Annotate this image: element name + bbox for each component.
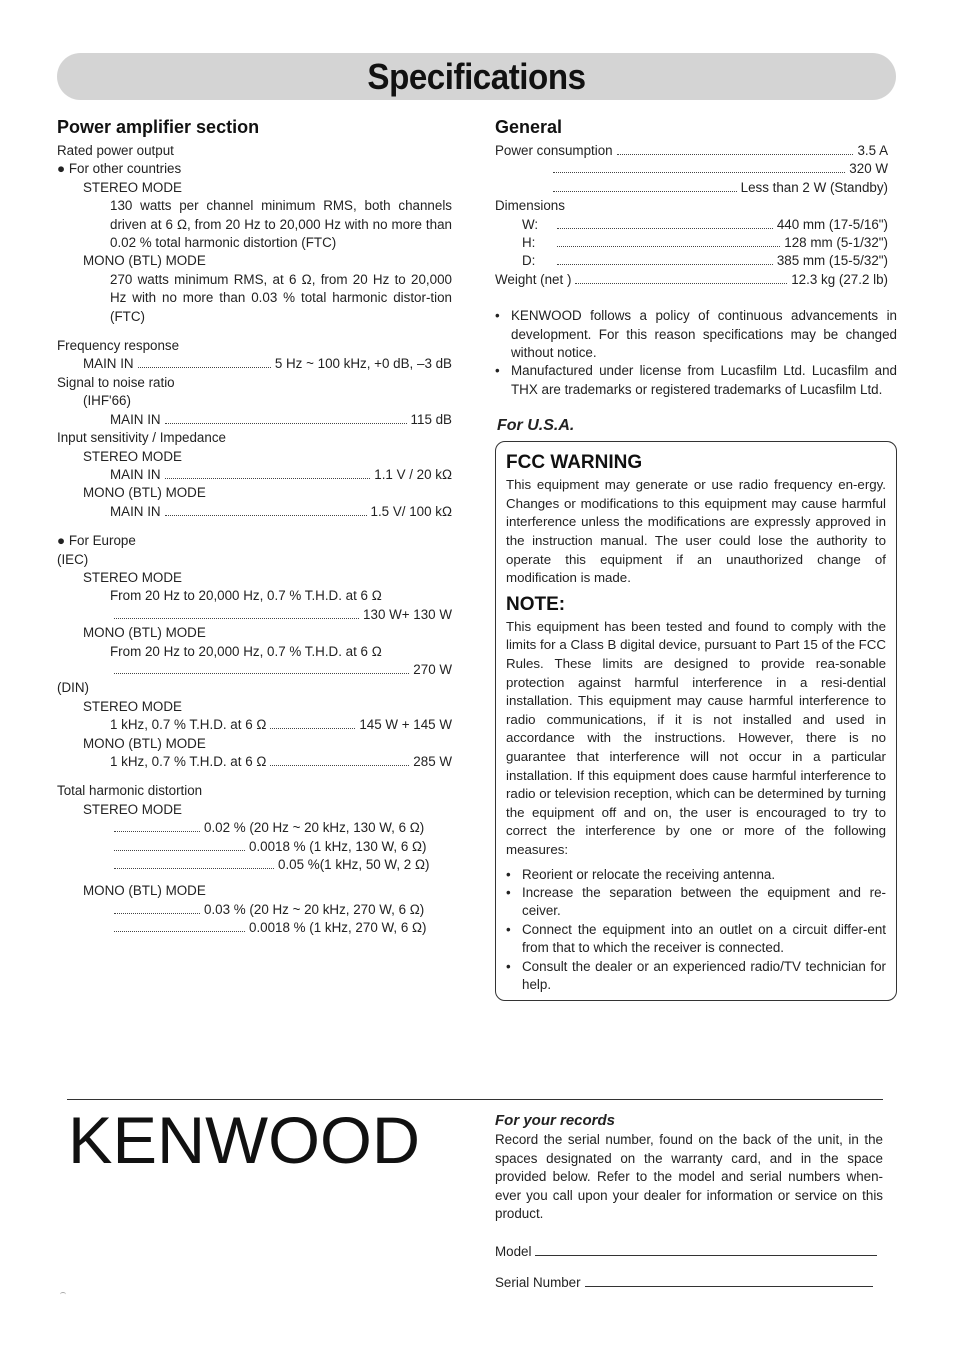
din-stereo-label: STEREO MODE [83,698,182,714]
rated-power-label: Rated power output [57,143,174,158]
measure-item: • Connect the equipment into an outlet on a circuit differ-ent from that to which the receiver is connected. [506,921,886,958]
frequency-response-row: MAIN IN 5 Hz ~ 100 kHz, +0 dB, –3 dB [83,356,452,372]
din-stereo-row: 1 kHz, 0.7 % T.H.D. at 6 Ω 145 W + 145 W [110,717,452,733]
mono-mode-text: 270 watts minimum RMS, at 6 Ω, from 20 Hz to 20,000 Hz with no more than 0.03 % total harmonic distor-tion (FTC) [110,271,452,324]
model-line[interactable] [535,1255,877,1256]
model-field[interactable] [495,1244,877,1259]
note-item: • KENWOOD follows a policy of continuous advancements in development. For this reason specifications may be changed without notice. [495,307,897,362]
iec-label: (IEC) [57,551,89,567]
bullet-icon: • [495,308,500,324]
measure-item: • Reorient or relocate the receiving antenna. [506,866,886,884]
is-mono-row: MAIN IN 1.5 V/ 100 kΩ [110,503,452,519]
usa-heading: For U.S.A. [497,417,575,435]
iec-stereo-condition: From 20 Hz to 20,000 Hz, 0.7 % T.H.D. at 6 Ω [110,588,382,604]
snr-label: Signal to noise ratio [57,374,175,390]
note-item: • Manufactured under license from Lucasfilm Ltd. Lucasfilm and THX are trademarks or registered trademarks of Lucasfilm Ltd. [495,362,897,399]
bullet-icon: • [506,884,511,900]
dimension-w-row: W: 440 mm (17-5/16") [522,216,888,232]
din-mono-label: MONO (BTL) MODE [83,735,206,751]
bullet-icon: ● [57,161,69,177]
page-mark [60,1292,66,1297]
bullet-icon: • [506,921,511,937]
iec-mono-label: MONO (BTL) MODE [83,625,206,641]
iec-stereo-label: STEREO MODE [83,569,182,585]
footer-divider [67,1099,883,1100]
ihf-label: (IHF'66) [83,393,131,409]
iec-stereo-row: 130 W+ 130 W [57,606,452,624]
title-banner [57,53,896,100]
records-section [495,1112,883,1224]
power-consumption-row: Power consumption 3.5 A [495,143,888,158]
dimension-d-row: D: 385 mm (15-5/32") [522,253,888,269]
thd-stereo-row-1: 0.02 % (20 Hz ~ 20 kHz, 130 W, 6 Ω) [57,819,452,837]
measure-item: • Increase the separation between the equipment and re-ceiver. [506,884,886,921]
frequency-response-label: Frequency response [57,338,180,354]
other-countries-row: ● For other countries [57,161,182,177]
page-title: Specifications [367,56,586,97]
records-title: For your records [495,1112,616,1129]
measure-item: • Consult the dealer or an experienced radio/TV technician for help. [506,958,886,995]
stereo-mode-text: 130 watts per channel minimum RMS, both channels driven at 6 Ω, from 20 Hz to 20,000 Hz with no more than 0.02 % total harmonic distortion (FTC) [110,198,452,251]
is-mono-label: MONO (BTL) MODE [83,485,206,501]
bullet-icon: • [506,958,511,974]
thd-mono-row-1: 0.03 % (20 Hz ~ 20 kHz, 270 W, 6 Ω) [57,901,452,919]
kenwood-logo [68,1107,420,1167]
section-heading: General [495,117,563,137]
thd-mono-label: MONO (BTL) MODE [83,883,206,899]
is-stereo-label: STEREO MODE [83,448,182,464]
thd-stereo-label: STEREO MODE [83,801,182,817]
input-sensitivity-label: Input sensitivity / Impedance [57,430,226,446]
power-amplifier-section [57,116,452,938]
bullet-icon: • [495,363,500,379]
thd-stereo-row-2: 0.0018 % (1 kHz, 130 W, 6 Ω) [57,838,452,856]
iec-mono-row: 270 W [57,661,452,679]
section-heading: Power amplifier section [57,117,260,137]
serial-number-label: Serial Number [495,1275,581,1290]
fcc-warning-text: This equipment may generate or use radio frequency en-ergy. Changes or modifications to this equipment may cause harmful interference unless the modifications are expressly approved in the instruction manual. The user could lose the authority to operate this equipment if an unauthorized change of modification is made. [506,477,886,586]
fcc-warning-title: FCC WARNING [506,452,643,474]
iec-mono-condition: From 20 Hz to 20,000 Hz, 0.7 % T.H.D. at 6 Ω [110,643,382,659]
model-label: Model [495,1244,532,1259]
fcc-warning-box [495,441,897,1001]
dimensions-label: Dimensions [495,198,565,214]
bullet-icon: ● [57,533,69,549]
logo-text: KENWOOD [68,1107,420,1167]
general-section [495,116,897,1001]
note-text: This equipment has been tested and found to comply with the limits for a Class B digital device, pursuant to Part 15 of the FCC Rules. These limits are designed to provide rea-sonable protection against harmful interference in a resi-dential installation. This equipment may cause harmful interference to radio communications, if it is not installed and used in accordance with the instructions. However, there is no guarantee that interference will not occur in a particular installation. If this equipment does cause harmful interference to radio or television reception, which can be determined by turning the equipment off and on, the user is encouraged to try to correct the interference by one or more of the following measures: [506,618,886,857]
note-title: NOTE: [506,593,566,615]
is-stereo-row: MAIN IN 1.1 V / 20 kΩ [110,466,452,482]
thd-stereo-row-3: 0.05 %(1 kHz, 50 W, 2 Ω) [57,856,452,874]
dimension-h-row: H: 128 mm (5-1/32") [522,235,888,251]
records-text: Record the serial number, found on the back of the unit, in the spaces designated on the warranty card, and in the space provided below. Refer to the model and serial numbers when-ever you call upon your dealer for information or service on this product. [495,1132,883,1222]
mono-mode-label: MONO (BTL) MODE [83,253,206,269]
bullet-icon: • [506,866,511,882]
power-consumption-row-3: Less than 2 W (Standby) [495,179,888,197]
thd-mono-row-2: 0.0018 % (1 kHz, 270 W, 6 Ω) [57,919,452,937]
snr-row: MAIN IN 115 dB [110,411,452,427]
thd-label: Total harmonic distortion [57,783,203,799]
din-mono-row: 1 kHz, 0.7 % T.H.D. at 6 Ω 285 W [110,754,452,769]
serial-number-field[interactable] [495,1275,873,1290]
serial-number-line[interactable] [585,1286,873,1287]
stereo-mode-label: STEREO MODE [83,179,182,195]
power-consumption-row-2: 320 W [495,160,888,178]
din-label: (DIN) [57,680,89,696]
weight-row: Weight (net ) 12.3 kg (27.2 lb) [495,271,888,287]
europe-row: ● For Europe [57,533,136,549]
